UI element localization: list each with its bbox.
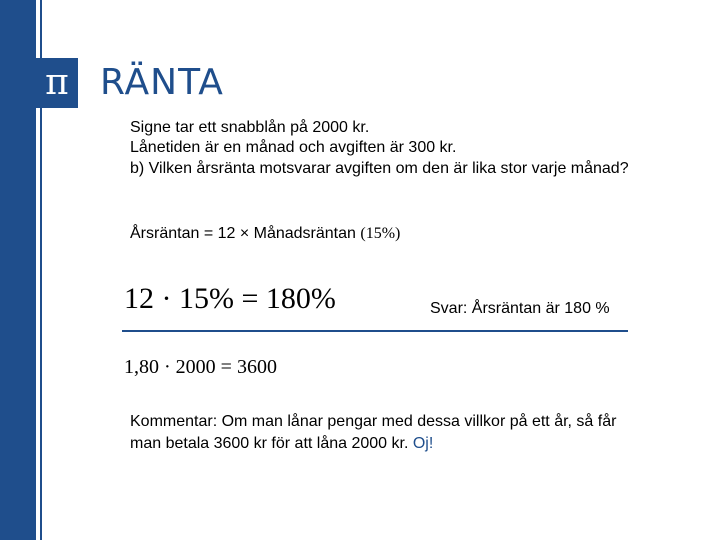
- formula-text-prefix: Årsräntan = 12 × Månadsräntan: [130, 225, 361, 242]
- comment-oj: Oj!: [412, 435, 434, 452]
- formula-text-suffix: (15%): [360, 225, 401, 242]
- formula-text-line: [130, 224, 400, 244]
- answer-text: Svar: Årsräntan är 180 %: [430, 300, 610, 317]
- left-accent-bar: [0, 0, 36, 540]
- problem-line-2: Lånetiden är en månad och avgiften är 300 kr.: [130, 139, 457, 156]
- comment-line-2: [130, 434, 433, 454]
- problem-line-3: b) Vilken årsränta motsvarar avgiften om den är lika stor varje månad?: [130, 160, 629, 177]
- formula-annual-rate: 12 · 15% = 180%: [124, 282, 336, 315]
- divider-line: [122, 330, 628, 332]
- pi-logo-icon: π: [36, 58, 78, 108]
- comment-line-1: Kommentar: Om man lånar pengar med dessa villkor på ett år, så får: [130, 413, 617, 430]
- page-title: RÄNTA: [100, 62, 224, 103]
- problem-line-1: Signe tar ett snabblån på 2000 kr.: [130, 119, 370, 136]
- comment-line-2-text: man betala 3600 kr för att låna 2000 kr.: [130, 435, 413, 452]
- formula-total-cost: 1,80 · 2000 = 3600: [124, 356, 277, 378]
